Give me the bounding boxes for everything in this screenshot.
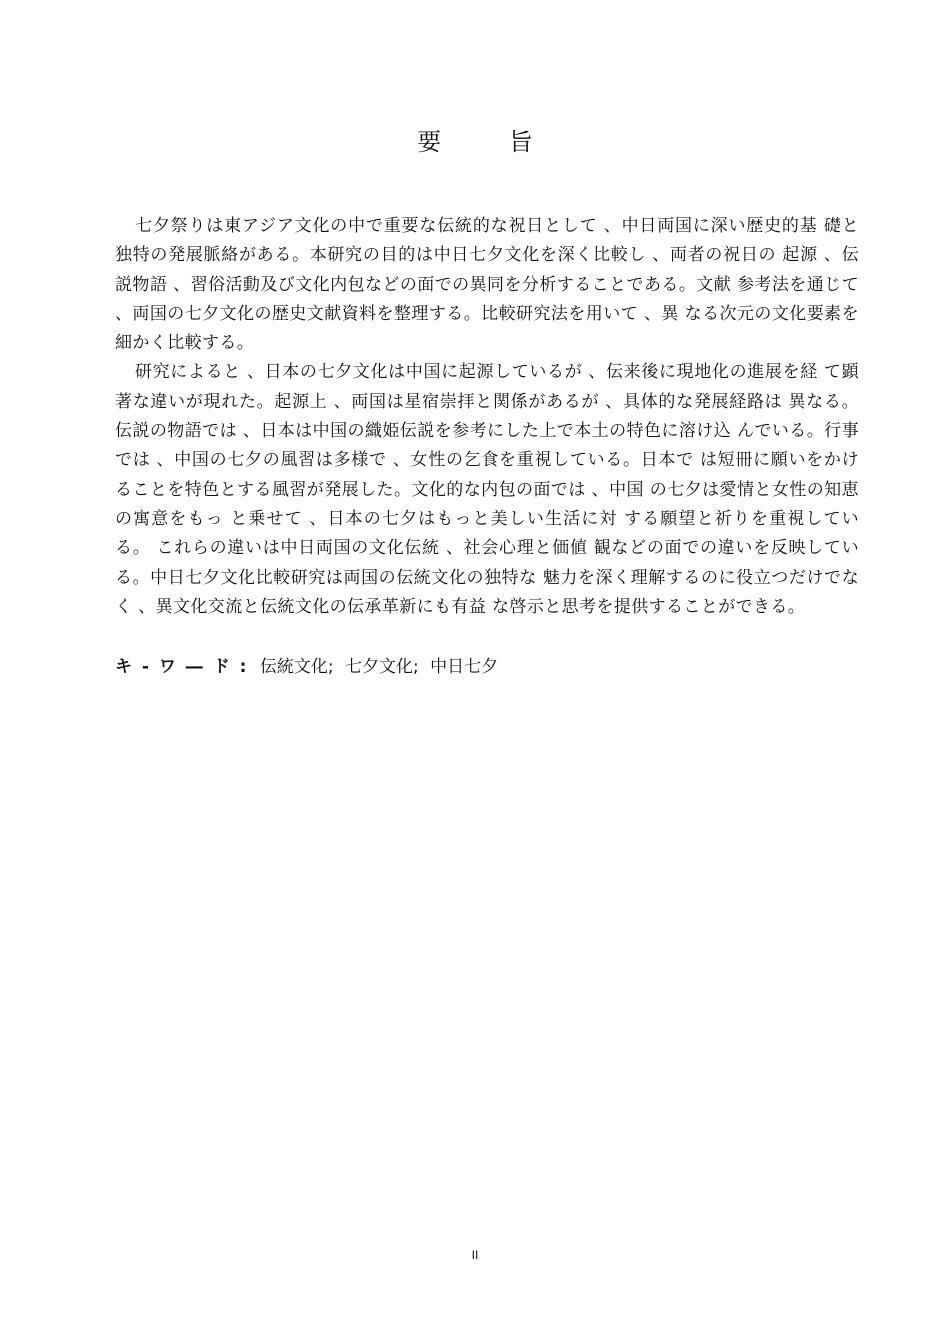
keyword-item: 中日七夕 — [430, 657, 499, 677]
abstract-body — [115, 212, 859, 622]
abstract-paragraph-2: 研究によると 、日本の七夕文化は中国に起源しているが 、伝来後に現地化の進展を経 て顕著な違いが現れた。起源上 、両国は星宿崇拝と関係があるが 、具体的な発展経路は 異なる。伝説の物語では 、日本は中国の織姫伝説を参考にした上で本土の特色に溶け込 んでいる。行事では 、中国の七夕の風習は多様で 、女性の乞食を重視している。日本で は短冊に願いをかけることを特色とする風習が発展した。文化的な内包の面では 、中国 の七夕は愛情と女性の知恵の寓意をもっ と乗せて 、日本の七夕はもっと美しい生活に対 する願望と祈りを重視している。 これらの違いは中日両国の文化伝統 、社会心理と価値 観などの面での違いを反映している。中日七夕文化比較研究は両国の伝統文化の独特な 魅力を深く理解するのに役立つだけでなく 、異文化交流と伝統文化の伝承革新にも有益 な啓示と思考を提供することができる。 — [115, 362, 859, 617]
keyword-item: 伝統文化; — [259, 657, 334, 677]
keywords-line — [115, 654, 859, 680]
keywords-label: キ - ワ ― ド : — [115, 657, 249, 677]
page-title: 要 旨 — [417, 128, 563, 156]
page-number: II — [471, 1248, 479, 1262]
keyword-item: 七夕文化; — [345, 657, 419, 677]
abstract-paragraph-1: 七夕祭りは東アジア文化の中で重要な伝統的な祝日として 、中日両国に深い歴史的基 礎と独特の発展脈絡がある。本研究の目的は中日七夕文化を深く比較し 、両者の祝日の 起源 、伝説物語 、習俗活動及び文化内包などの面での異同を分析することである。文献 参考法を通じて 、両国の七夕文化の歴史文献資料を整理する。比較研究法を用いて 、異 なる次元の文化要素を細かく比較する。 — [115, 216, 859, 354]
